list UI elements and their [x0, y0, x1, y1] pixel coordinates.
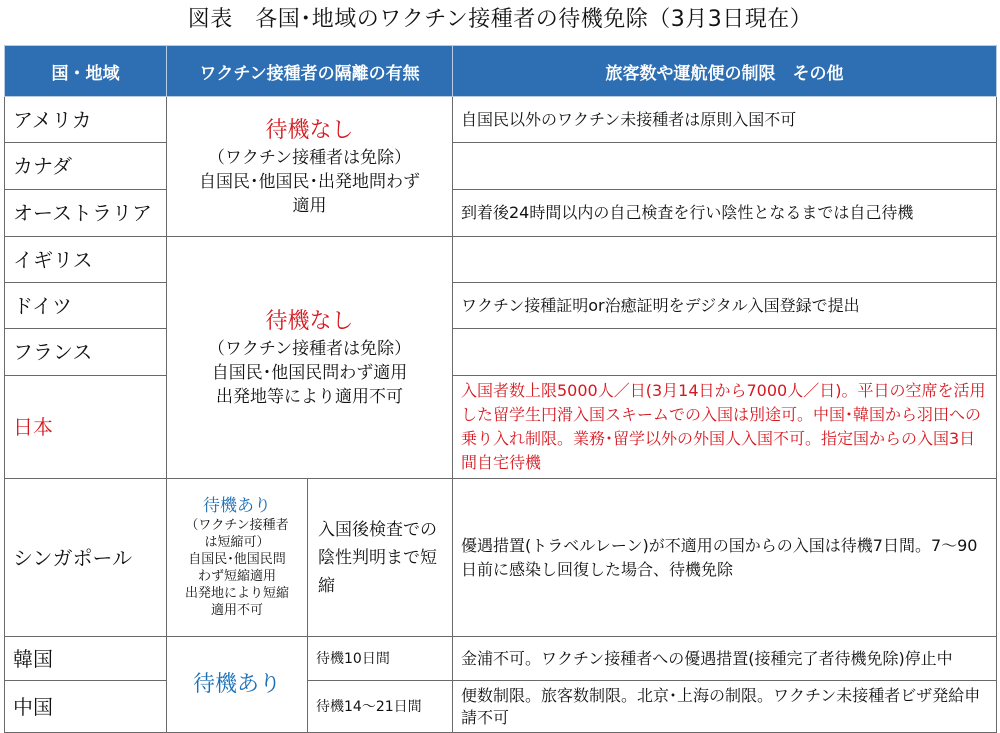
figure-title: 図表 各国･地域のワクチン接種者の待機免除（3月3日現在）: [187, 7, 813, 32]
quarantine-status: 待機なし: [265, 308, 354, 334]
quarantine-singapore: [167, 479, 308, 637]
quarantine-table: [4, 45, 997, 733]
quarantine-note: 適用不可: [210, 603, 263, 618]
note-canada: [453, 143, 997, 190]
table-row: [5, 143, 997, 190]
note-japan: 入国者数上限5000人／日(3月14日から7000人／日)。平日の空席を活用した留学生円滑入国スキームでの入国は別途可。中国･韓国から羽田への乗り入れ制限。業務･留学以外の外国人入国不可。指定国からの入国3日間自宅待機: [453, 376, 997, 479]
note-uk: [453, 237, 997, 283]
header-restrictions: 旅客数や運航便の制限 その他: [453, 46, 997, 97]
country-china: 中国: [5, 681, 167, 733]
header-row: [5, 46, 997, 97]
country-usa: アメリカ: [5, 97, 167, 143]
table-row: [5, 479, 997, 637]
note-korea: 金浦不可。ワクチン接種者への優遇措置(接種完了者待機免除)停止中: [453, 637, 997, 681]
header-country: 国・地域: [5, 46, 167, 97]
header-quarantine: ワクチン接種者の隔離の有無: [167, 46, 453, 97]
table-row: [5, 376, 997, 479]
quarantine-note: 自国民･他国民･出発地問わず: [199, 171, 420, 192]
quarantine-note: 自国民･他国民問わず適用: [211, 362, 408, 383]
quarantine-status: 待機なし: [265, 117, 354, 143]
quarantine-singapore-detail: 入国後検査での陰性判明まで短縮: [308, 479, 453, 637]
quarantine-group1: [167, 97, 453, 237]
country-uk: イギリス: [5, 237, 167, 283]
country-france: フランス: [5, 329, 167, 376]
quarantine-status-korea-china: 待機あり: [167, 637, 308, 733]
quarantine-note: 適用: [292, 195, 327, 216]
country-korea: 韓国: [5, 637, 167, 681]
quarantine-note: 出発地により短縮: [184, 586, 289, 601]
table-row: [5, 681, 997, 733]
table-row: [5, 329, 997, 376]
quarantine-note: 自国民･他国民問: [188, 552, 286, 567]
note-china: 便数制限。旅客数制限。北京･上海の制限。ワクチン未接種者ビザ発給申請不可: [453, 681, 997, 733]
table-row: [5, 190, 997, 237]
note-france: [453, 329, 997, 376]
quarantine-note: （ワクチン接種者は免除）: [207, 338, 412, 359]
note-singapore: 優遇措置(トラベルレーン)が不適用の国からの入国は待機7日間。7～90日前に感染し回復した場合、待機免除: [453, 479, 997, 637]
table-row: [5, 97, 997, 143]
quarantine-note: は短縮可）: [204, 535, 270, 550]
note-usa: 自国民以外のワクチン未接種者は原則入国不可: [453, 97, 997, 143]
quarantine-korea-detail: 待機10日間: [308, 637, 453, 681]
country-japan: 日本: [5, 376, 167, 479]
table-row: [5, 237, 997, 283]
country-australia: オーストラリア: [5, 190, 167, 237]
country-canada: カナダ: [5, 143, 167, 190]
note-australia: 到着後24時間以内の自己検査を行い陰性となるまでは自己待機: [453, 190, 997, 237]
quarantine-note: わず短縮適用: [197, 569, 276, 584]
note-germany: ワクチン接種証明or治癒証明をデジタル入国登録で提出: [453, 283, 997, 329]
quarantine-note: （ワクチン接種者は免除）: [207, 147, 412, 168]
table-row: [5, 283, 997, 329]
country-germany: ドイツ: [5, 283, 167, 329]
quarantine-china-detail: 待機14～21日間: [308, 681, 453, 733]
quarantine-group2: [167, 237, 453, 479]
quarantine-note: （ワクチン接種者: [185, 518, 289, 533]
quarantine-status: 待機あり: [203, 496, 271, 516]
quarantine-note: 出発地等により適用不可: [216, 386, 403, 407]
country-singapore: シンガポール: [5, 479, 167, 637]
table-row: [5, 637, 997, 681]
